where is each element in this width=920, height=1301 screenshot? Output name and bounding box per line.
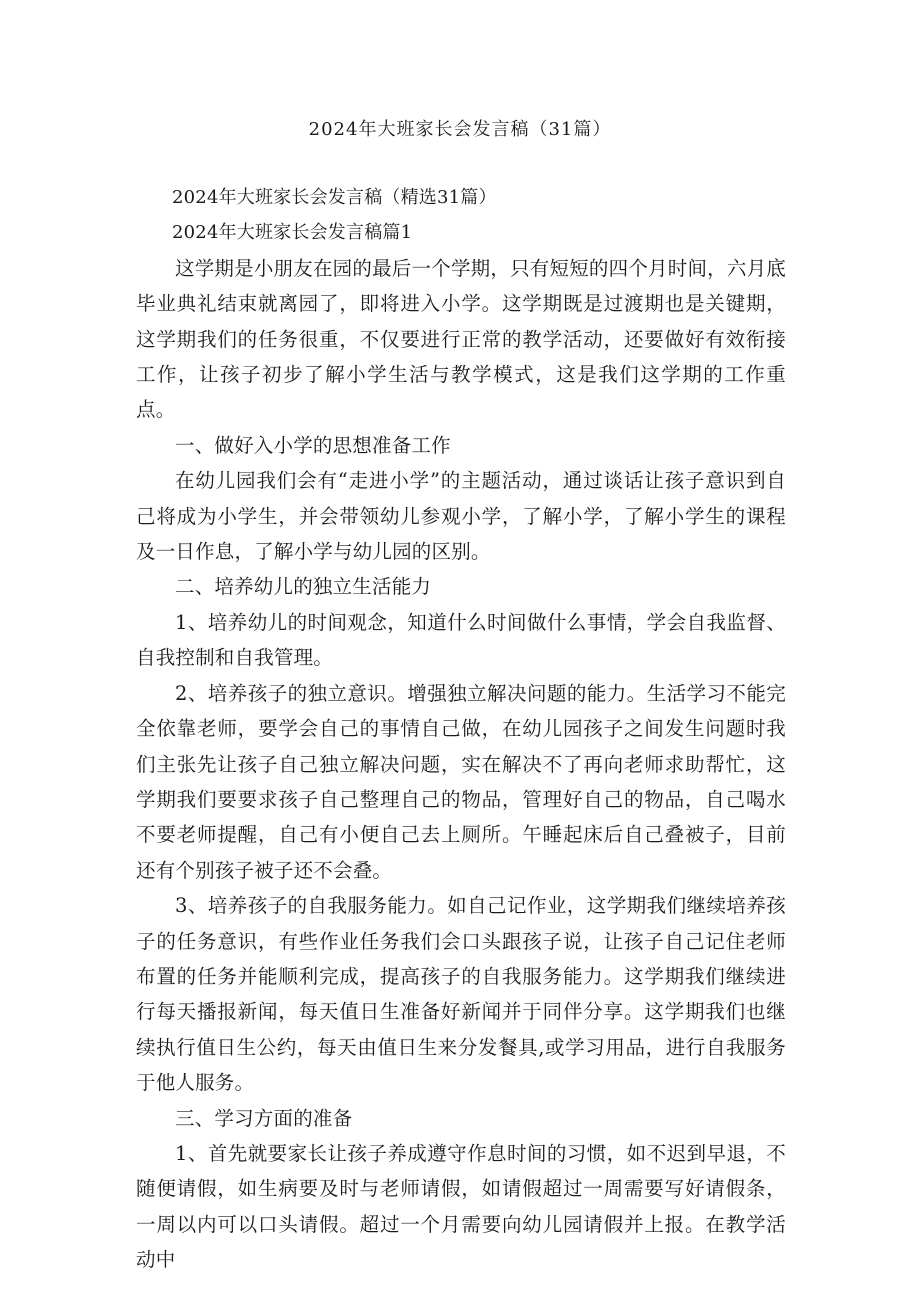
section-heading: 一、做好入小学的思想准备工作 bbox=[175, 433, 451, 457]
body-paragraph: 这学期是小朋友在园的最后一个学期，只有短短的四个月时间，六月底毕业典礼结束就离园了，即将进入小学。这学期既是过渡期也是关键期，这学期我们的任务很重，不仅要进行正常的教学活动，还要做好有效衔接工作，让孩子初步了解小学生活与教学模式，这是我们这学期的工作重点。 bbox=[136, 256, 786, 422]
section-title: 2024年大班家长会发言稿篇1 bbox=[172, 222, 413, 244]
body-paragraph: 1、首先就要家长让孩子养成遵守作息时间的习惯，如不迟到早退，不随便请假，如生病要及时与老师请假，如请假超过一周需要写好请假条，一周以内可以口头请假。超过一个月需要向幼儿园请假并上报。在教学活动中 bbox=[136, 1141, 786, 1272]
document-title: 2024年大班家长会发言稿（31篇） bbox=[308, 119, 612, 140]
section-heading: 三、学习方面的准备 bbox=[175, 1106, 353, 1130]
body-paragraph: 2、培养孩子的独立意识。增强独立解决问题的能力。生活学习不能完全依靠老师，要学会自己的事情自己做，在幼儿园孩子之间发生问题时我们主张先让孩子自己独立解决问题，实在解决不了再向老师求助帮忙，这学期我们要要求孩子自己整理自己的物品，管理好自己的物品，自己喝水不要老师提醒，自己有小便自己去上厕所。午睡起床后自己叠被子，目前还有个别孩子被子还不会叠。 bbox=[136, 681, 786, 882]
body-paragraph: 1、培养幼儿的时间观念，知道什么时间做什么事情，学会自我监督、自我控制和自我管理。 bbox=[136, 610, 786, 670]
document-body bbox=[136, 180, 786, 1278]
body-paragraph: 3、培养孩子的自我服务能力。如自己记作业，这学期我们继续培养孩子的任务意识，有些作业任务我们会口头跟孩子说，让孩子自己记住老师布置的任务并能顺利完成，提高孩子的自我服务能力。这学期我们继续进行每天播报新闻，每天值日生准备好新闻并于同伴分享。这学期我们也继续执行值日生公约，每天由值日生来分发餐具,或学习用品，进行自我服务于他人服务。 bbox=[136, 894, 786, 1095]
collection-subtitle: 2024年大班家长会发言稿（精选31篇） bbox=[172, 187, 497, 208]
body-paragraph: 在幼儿园我们会有“走进小学”的主题活动，通过谈话让孩子意识到自己将成为小学生，并会带领幼儿参观小学，了解小学，了解小学生的课程及一日作息，了解小学与幼儿园的区别。 bbox=[136, 469, 786, 564]
section-heading: 二、培养幼儿的独立生活能力 bbox=[175, 575, 432, 599]
